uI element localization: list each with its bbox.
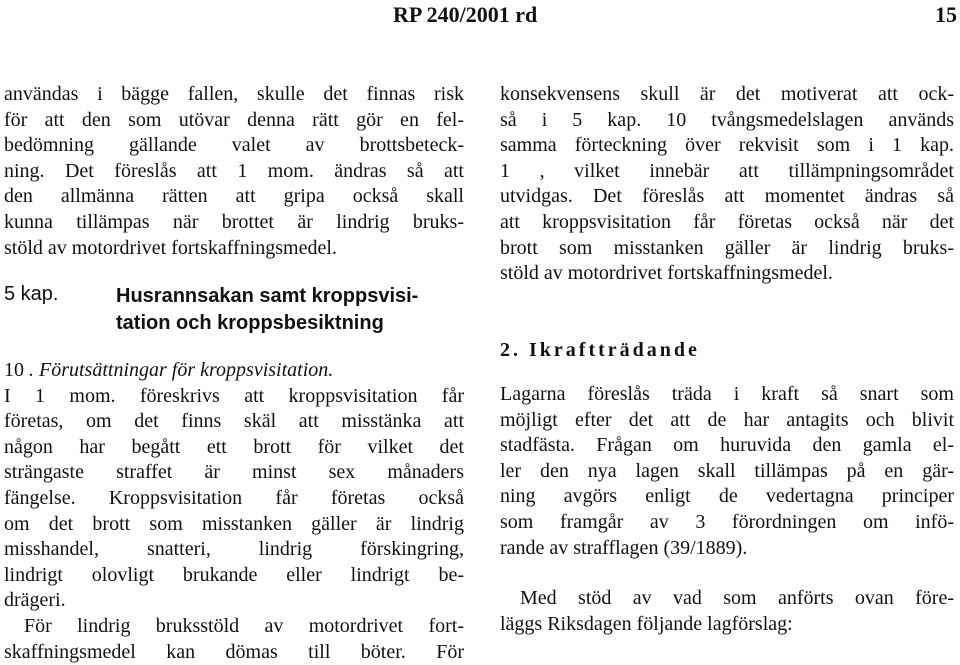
text-line: stadfästa. Frågan om huruvida den gamla el- — [500, 434, 954, 457]
text-line: att kroppsvisitation får företas också när det — [500, 210, 954, 233]
text-line: så i 5 kap. 10 tvångsmedelslagen används — [500, 108, 954, 131]
text-line: om det brott som misstanken gäller är lindrig — [4, 512, 464, 535]
text-line: fängelse. Kroppsvisitation får företas också — [4, 486, 464, 509]
text-line: samma förteckning över rekvisit som i 1 kap. — [500, 134, 954, 157]
text-line: ler den nya lagen skall tillämpas på en gär- — [500, 459, 954, 482]
text-line: misshandel, snatteri, lindrig förskingring, — [4, 538, 464, 561]
text-line: som framgår av 3 förordningen om infö- — [500, 510, 954, 533]
text-line: den allmänna rätten att gripa också skall — [4, 185, 464, 208]
chapter-label: 5 kap. — [4, 283, 59, 305]
text-line: Lagarna föreslås träda i kraft så snart som — [500, 383, 954, 405]
text-line: utvidgas. Det föreslås att momentet ändras så — [500, 185, 954, 208]
section-10-paragraph — [4, 358, 464, 665]
text-line: strängaste straffet är minst sex månaders — [4, 461, 464, 484]
right-paragraph-2 — [500, 382, 954, 561]
text-line: rande av strafflagen (39/1889). — [500, 536, 748, 559]
section-title-ikrafttradande: 2. Ikraftträdande — [500, 339, 700, 361]
page-number: 15 — [935, 2, 957, 27]
text-line: bedömning gällande valet av brottsbeteck- — [4, 134, 464, 157]
text-line: stöld av motordrivet fortskaffningsmedel. — [500, 262, 833, 285]
left-paragraph-1 — [4, 82, 464, 261]
text-line: brott som misstanken gäller är lindrig bruks- — [500, 236, 954, 259]
text-line: läggs Riksdagen följande lagförslag: — [500, 612, 793, 635]
text-line: konsekvensens skull är det motiverat att ock- — [500, 83, 954, 105]
text-line: 1 , vilket innebär att tillämpningsområdet — [500, 159, 954, 182]
text-line: kunna tillämpas när brottet är lindrig bruks- — [4, 210, 464, 233]
chapter-heading — [116, 283, 466, 337]
text-line: stöld av motordrivet fortskaffningsmedel. — [4, 236, 337, 259]
document-reference: RP 240/2001 rd — [393, 2, 538, 27]
section-10-lead — [4, 358, 464, 384]
text-line: företas, om det finns skäl att misstänka att — [4, 410, 464, 433]
text-line: lindrigt olovligt brukande eller lindrigt be- — [4, 563, 464, 586]
text-line: användas i bägge fallen, skulle det finnas risk — [4, 83, 464, 105]
text-line: ning. Det föreslås att 1 mom. ändras så att — [4, 159, 464, 182]
text-line: För lindrig bruksstöld av motordrivet fort- — [24, 614, 464, 637]
page-header — [0, 0, 960, 30]
section-title: . Förutsättningar för kroppsvisitation. — [29, 359, 334, 381]
chapter-heading-line: tation och kroppsbesiktning — [116, 312, 384, 334]
text-line: I 1 mom. föreskrivs att kroppsvisitation får — [4, 384, 464, 407]
section-number: 10 — [4, 359, 24, 381]
text-line: för att den som utövar denna rätt gör en fel- — [4, 108, 464, 131]
text-line: ning avgörs enligt de vedertagna principer — [500, 485, 954, 508]
chapter-heading-line: Husrannsakan samt kroppsvisi- — [116, 285, 419, 307]
text-line: drägeri. — [4, 589, 66, 612]
text-line: Med stöd av vad som anförts ovan före- — [520, 587, 954, 609]
text-line: skaffningsmedel kan dömas till böter. För — [4, 640, 464, 663]
text-line: möjligt efter det att de har antagits och blivit — [500, 408, 954, 431]
right-paragraph-1 — [500, 82, 954, 287]
text-line: någon har begått ett brott för vilket det — [4, 435, 464, 458]
right-paragraph-3 — [500, 586, 954, 637]
